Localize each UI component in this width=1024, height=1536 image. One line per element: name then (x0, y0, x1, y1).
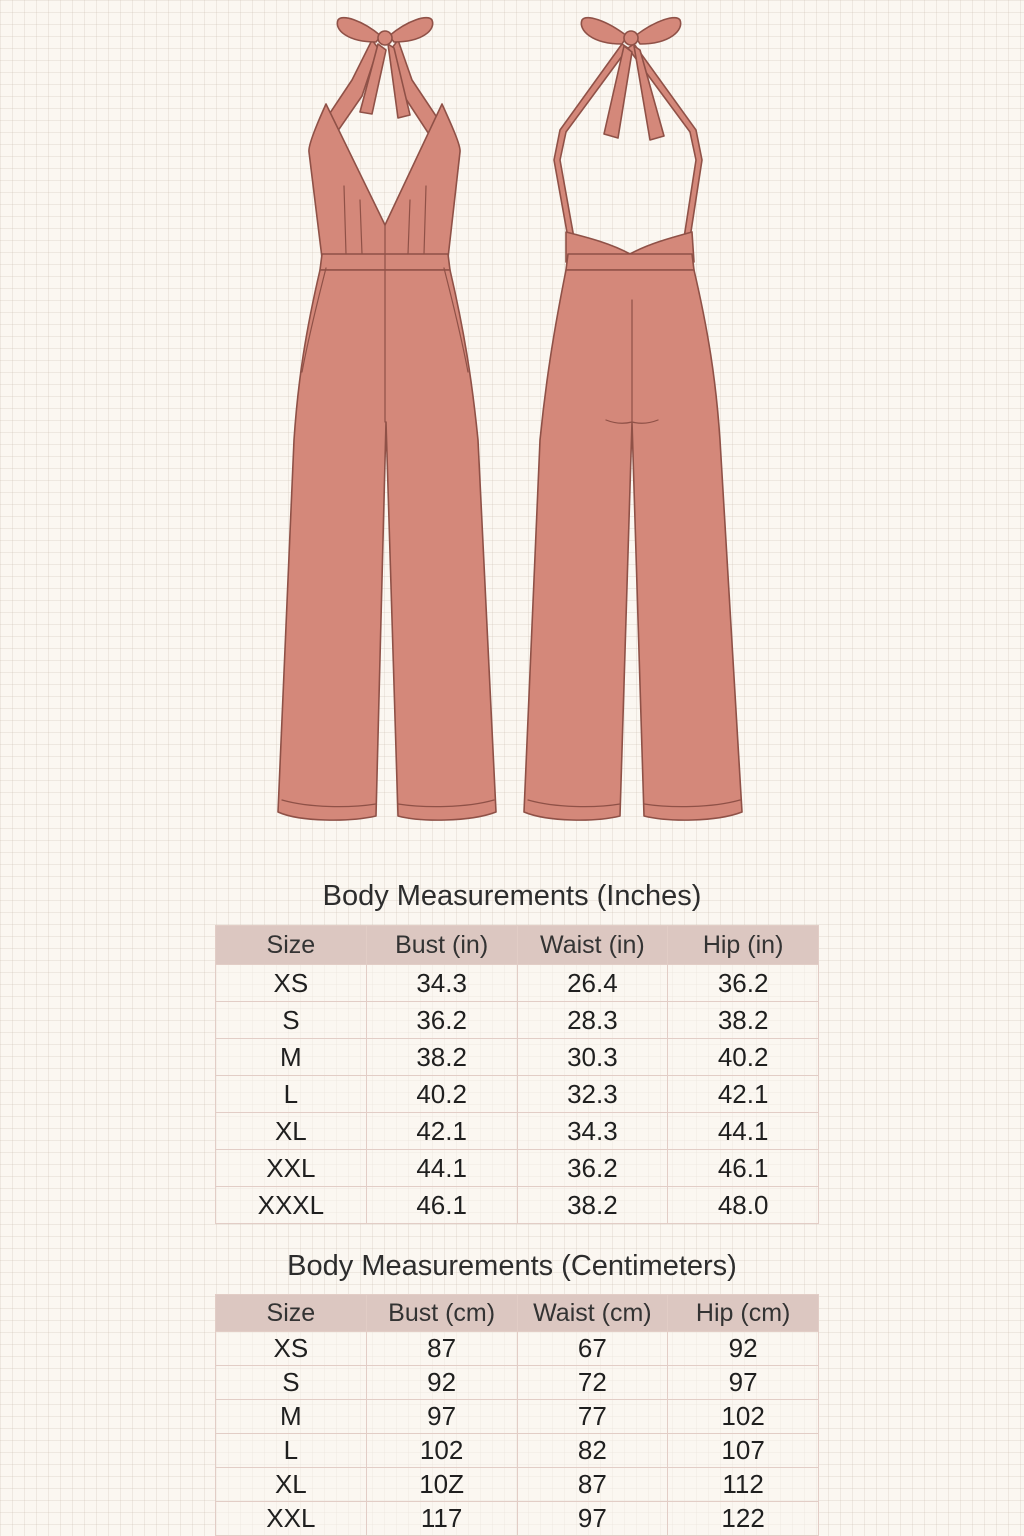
bust-cell: 34.3 (366, 965, 517, 1002)
waist-cell: 87 (517, 1468, 668, 1502)
size-cell: M (216, 1400, 367, 1434)
size-cell: L (216, 1076, 367, 1113)
waist-cell: 32.3 (517, 1076, 668, 1113)
size-cell: XXL (216, 1502, 367, 1536)
waist-cell: 34.3 (517, 1113, 668, 1150)
bust-cell: 46.1 (366, 1187, 517, 1224)
waist-cell: 97 (517, 1502, 668, 1536)
size-cell: S (216, 1002, 367, 1039)
table-row (216, 1434, 819, 1468)
header-bust: Bust (in) (366, 926, 517, 965)
table-row (216, 965, 819, 1002)
bust-cell: 36.2 (366, 1002, 517, 1039)
waist-cell: 67 (517, 1332, 668, 1366)
hip-cell: 48.0 (668, 1187, 819, 1224)
bust-cell: 44.1 (366, 1150, 517, 1187)
bust-cell: 40.2 (366, 1076, 517, 1113)
table-header-row (216, 1295, 819, 1332)
waist-cell: 26.4 (517, 965, 668, 1002)
header-waist: Waist (in) (517, 926, 668, 965)
bust-cell: 38.2 (366, 1039, 517, 1076)
header-size: Size (216, 926, 367, 965)
jumpsuit-front-icon (278, 18, 496, 820)
hip-cell: 102 (668, 1400, 819, 1434)
hip-cell: 112 (668, 1468, 819, 1502)
hip-cell: 36.2 (668, 965, 819, 1002)
table-row (216, 1400, 819, 1434)
table-row (216, 1187, 819, 1224)
size-cell: L (216, 1434, 367, 1468)
table-row (216, 1502, 819, 1536)
header-waist: Waist (cm) (517, 1295, 668, 1332)
hip-cell: 46.1 (668, 1150, 819, 1187)
waist-cell: 72 (517, 1366, 668, 1400)
waist-cell: 77 (517, 1400, 668, 1434)
table-row (216, 1332, 819, 1366)
header-bust: Bust (cm) (366, 1295, 517, 1332)
table-row (216, 1113, 819, 1150)
hip-cell: 38.2 (668, 1002, 819, 1039)
hip-cell: 97 (668, 1366, 819, 1400)
bust-cell: 87 (366, 1332, 517, 1366)
inches-table-title: Body Measurements (Inches) (322, 880, 702, 912)
bust-cell: 117 (366, 1502, 517, 1536)
bust-cell: 102 (366, 1434, 517, 1468)
size-cell: XS (216, 965, 367, 1002)
table-row (216, 1002, 819, 1039)
size-cell: XXXL (216, 1187, 367, 1224)
hip-cell: 40.2 (668, 1039, 819, 1076)
hip-cell: 42.1 (668, 1076, 819, 1113)
header-size: Size (216, 1295, 367, 1332)
centimeters-table-title: Body Measurements (Centimeters) (287, 1250, 737, 1282)
table-row (216, 1366, 819, 1400)
inches-size-table (215, 925, 819, 1224)
size-cell: XXL (216, 1150, 367, 1187)
header-hip: Hip (cm) (668, 1295, 819, 1332)
size-cell: M (216, 1039, 367, 1076)
waist-cell: 30.3 (517, 1039, 668, 1076)
header-hip: Hip (in) (668, 926, 819, 965)
size-cell: XL (216, 1113, 367, 1150)
waist-cell: 28.3 (517, 1002, 668, 1039)
size-cell: XS (216, 1332, 367, 1366)
bust-cell: 42.1 (366, 1113, 517, 1150)
hip-cell: 122 (668, 1502, 819, 1536)
size-cell: XL (216, 1468, 367, 1502)
waist-cell: 38.2 (517, 1187, 668, 1224)
centimeters-size-table (215, 1294, 819, 1536)
table-row (216, 1150, 819, 1187)
bust-cell: 92 (366, 1366, 517, 1400)
hip-cell: 107 (668, 1434, 819, 1468)
table-row (216, 1076, 819, 1113)
waist-cell: 82 (517, 1434, 668, 1468)
table-header-row (216, 926, 819, 965)
table-row (216, 1468, 819, 1502)
waist-cell: 36.2 (517, 1150, 668, 1187)
hip-cell: 92 (668, 1332, 819, 1366)
bust-cell: 10Z (366, 1468, 517, 1502)
table-row (216, 1039, 819, 1076)
bust-cell: 97 (366, 1400, 517, 1434)
jumpsuit-back-icon (524, 18, 742, 820)
hip-cell: 44.1 (668, 1113, 819, 1150)
size-cell: S (216, 1366, 367, 1400)
